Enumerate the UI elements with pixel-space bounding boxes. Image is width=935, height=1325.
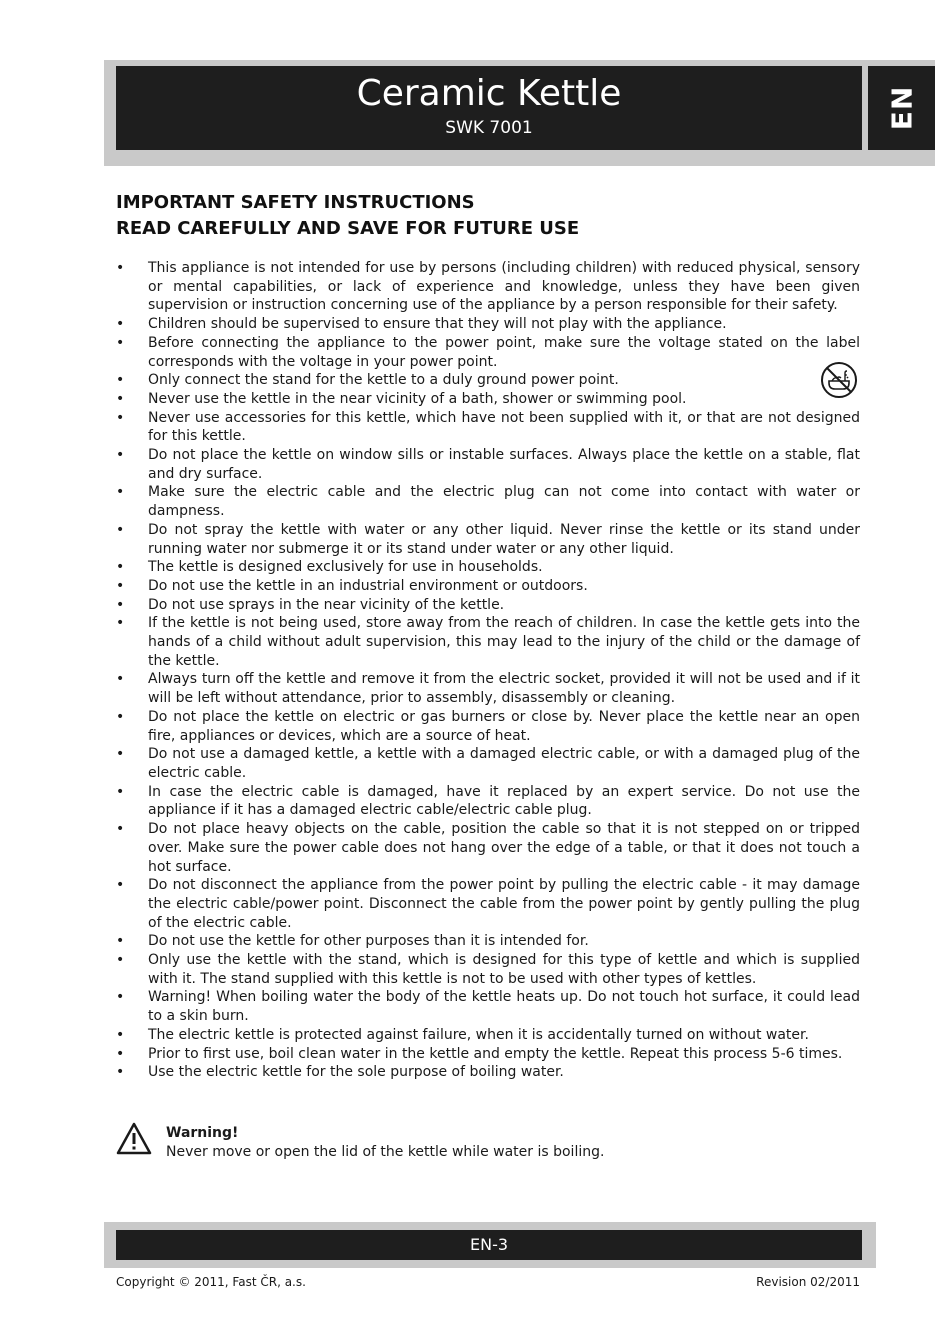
warning-title: Warning! bbox=[166, 1125, 239, 1141]
instruction-item: • In case the electric cable is damaged, have it replaced by an expert service. Do not use the appliance if it has a damaged electric cable/electric cable plug. bbox=[116, 783, 860, 820]
instruction-item: • Never use the kettle in the near vicinity of a bath, shower or swimming pool. bbox=[116, 390, 860, 409]
no-bath-icon bbox=[820, 361, 858, 399]
instruction-item: • Do not use the kettle for other purposes than it is intended for. bbox=[116, 932, 860, 951]
instruction-item: • Warning! When boiling water the body of the kettle heats up. Do not touch hot surface, it could lead to a skin burn. bbox=[116, 988, 860, 1025]
language-tab-label: EN bbox=[885, 85, 918, 131]
instruction-item: • Do not use a damaged kettle, a kettle with a damaged electric cable, or with a damaged plug of the electric cable. bbox=[116, 745, 860, 782]
instruction-item: • Make sure the electric cable and the electric plug can not come into contact with water or dampness. bbox=[116, 483, 860, 520]
instruction-item: • Only connect the stand for the kettle to a duly ground power point. bbox=[116, 371, 860, 390]
instruction-item: • Always turn off the kettle and remove it from the electric socket, provided it will not be used and if it will be left without attendance, prior to assembly, disassembly or cleaning. bbox=[116, 670, 860, 707]
safety-heading-line-2: READ CAREFULLY AND SAVE FOR FUTURE USE bbox=[116, 218, 580, 239]
instruction-item: • Do not use sprays in the near vicinity of the kettle. bbox=[116, 596, 860, 615]
instruction-item: • If the kettle is not being used, store away from the reach of children. In case the kettle gets into the hands of a child without adult supervision, this may lead to the injury of the child or the damage of the kettle. bbox=[116, 614, 860, 670]
instruction-item: • Only use the kettle with the stand, which is designed for this type of kettle and which is supplied with it. The stand supplied with this kettle is not to be used with other types of kettles. bbox=[116, 951, 860, 988]
instruction-item: • Do not disconnect the appliance from the power point by pulling the electric cable - it may damage the electric cable/power point. Disconnect the cable from the power point by gently pulling the plug of the electric cable. bbox=[116, 876, 860, 932]
language-tab bbox=[868, 66, 935, 150]
revision: Revision 02/2011 bbox=[756, 1275, 860, 1289]
safety-heading bbox=[116, 190, 579, 242]
warning-triangle-icon bbox=[116, 1122, 152, 1155]
instruction-item: • The kettle is designed exclusively for use in households. bbox=[116, 558, 860, 577]
instruction-item: • Do not use the kettle in an industrial environment or outdoors. bbox=[116, 577, 860, 596]
instruction-item: • Use the electric kettle for the sole purpose of boiling water. bbox=[116, 1063, 860, 1082]
instruction-item: • The electric kettle is protected against failure, when it is accidentally turned on without water. bbox=[116, 1026, 860, 1045]
instruction-item: • This appliance is not intended for use by persons (including children) with reduced physical, sensory or mental capabilities, or lack of experience and knowledge, unless they have been given supervision or instruction concerning use of the appliance by a person responsible for their safety. bbox=[116, 259, 860, 315]
instruction-item: • Do not place the kettle on window sills or instable surfaces. Always place the kettle on a stable, flat and dry surface. bbox=[116, 446, 860, 483]
instruction-item: • Do not spray the kettle with water or any other liquid. Never rinse the kettle or its stand under running water nor submerge it or its stand under water or any other liquid. bbox=[116, 521, 860, 558]
instruction-item: • Before connecting the appliance to the power point, make sure the voltage stated on the label corresponds with the voltage in your power point. bbox=[116, 334, 860, 371]
safety-instructions-list bbox=[116, 259, 860, 1082]
warning-text: Never move or open the lid of the kettle while water is boiling. bbox=[166, 1144, 605, 1160]
instruction-item: • Do not place heavy objects on the cable, position the cable so that it is not stepped on or tripped over. Make sure the power cable does not hang over the edge of a table, or that it does not touch a hot surface. bbox=[116, 820, 860, 876]
instruction-item: • Children should be supervised to ensure that they will not play with the appliance. bbox=[116, 315, 860, 334]
page-number: EN-3 bbox=[116, 1230, 862, 1260]
instruction-item: • Do not place the kettle on electric or gas burners or close by. Never place the kettle near an open fire, appliances or devices, which are a source of heat. bbox=[116, 708, 860, 745]
instruction-item: • Never use accessories for this kettle, which have not been supplied with it, or that are not designed for this kettle. bbox=[116, 409, 860, 446]
header bbox=[116, 66, 862, 150]
page-title: Ceramic Kettle bbox=[356, 73, 622, 114]
copyright: Copyright © 2011, Fast ČR, a.s. bbox=[116, 1275, 306, 1289]
model-number: SWK 7001 bbox=[445, 118, 533, 138]
instruction-item: • Prior to first use, boil clean water in the kettle and empty the kettle. Repeat this process 5-6 times. bbox=[116, 1045, 860, 1064]
safety-heading-line-1: IMPORTANT SAFETY INSTRUCTIONS bbox=[116, 192, 475, 213]
